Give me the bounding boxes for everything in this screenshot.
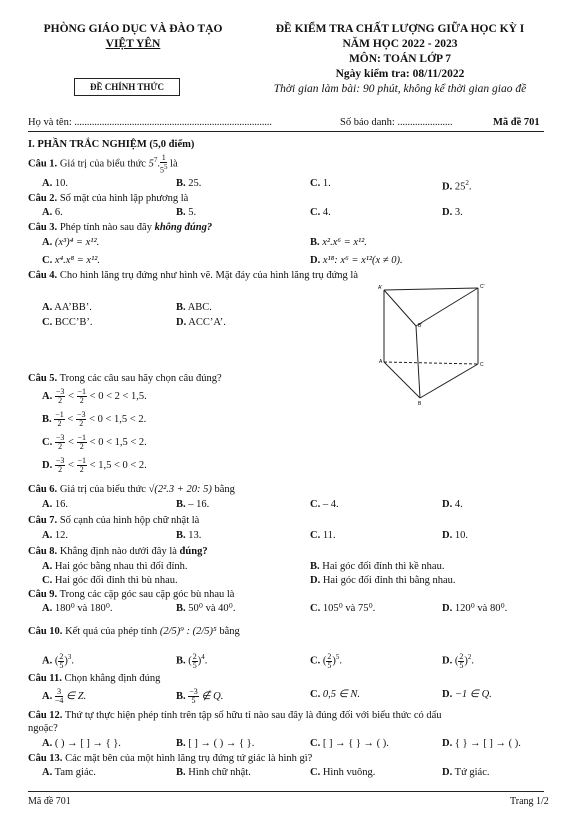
- q9-option-d[interactable]: D. 120⁰ và 80⁰.: [442, 603, 508, 614]
- q8-option-a[interactable]: A. Hai góc bằng nhau thì đối đỉnh.: [42, 561, 188, 572]
- q4-option-b[interactable]: B. ABC.: [176, 302, 212, 313]
- title-line2: NĂM HỌC 2022 - 2023: [342, 38, 458, 50]
- vertex-c-prime: C': [480, 284, 485, 290]
- q3-option-a[interactable]: A. (x³)⁴ = x¹².: [42, 237, 100, 248]
- q8-option-d[interactable]: D. Hai góc đối đỉnh thì bằng nhau.: [310, 575, 456, 586]
- q8-option-c[interactable]: C. Hai góc đối đỉnh thì bù nhau.: [42, 575, 178, 586]
- q4-option-a[interactable]: A. AA’BB’.: [42, 302, 92, 313]
- question-12-cont: ngoặc?: [28, 723, 58, 734]
- prism-figure: [378, 280, 488, 410]
- q11-option-c[interactable]: C. 0,5 ∈ N.: [310, 689, 360, 700]
- q5-option-c[interactable]: C. $\frac{-3}{2}$ < $\frac{-1}{2}$ < 0 < 1,5 < 2.: [42, 433, 147, 451]
- q6-option-d[interactable]: D. 4.: [442, 499, 463, 510]
- q13-option-b[interactable]: B. Hình chữ nhật.: [176, 767, 251, 778]
- q2-option-a[interactable]: A. 6.: [42, 207, 63, 218]
- q4-option-c[interactable]: C. BCC’B’.: [42, 317, 93, 328]
- exam-duration: Thời gian làm bài: 90 phút, không kể thời gian giao đề: [273, 83, 527, 95]
- question-5: Câu 5. Trong các câu sau hãy chọn câu đúng?: [28, 373, 222, 384]
- q3-option-b[interactable]: B. x².x⁶ = x¹².: [310, 237, 367, 248]
- question-9: Câu 9. Trong các cặp góc sau cặp góc bù nhau là: [28, 589, 235, 600]
- q6-option-a[interactable]: A. 16.: [42, 499, 68, 510]
- q7-option-d[interactable]: D. 10.: [442, 530, 468, 541]
- q2-option-d[interactable]: D. 3.: [442, 207, 463, 218]
- q1-option-d[interactable]: D. $25^2$.: [442, 179, 472, 193]
- question-7: Câu 7. Số cạnh của hình hộp chữ nhật là: [28, 515, 200, 526]
- q5-option-a[interactable]: A. $\frac{-3}{2}$ < $\frac{-1}{2}$ < 0 < 2 < 1,5.: [42, 387, 147, 405]
- vertex-b-prime: B': [418, 323, 423, 329]
- title-line3: MÔN: TOÁN LỚP 7: [348, 53, 452, 65]
- header-divider: [28, 131, 544, 132]
- question-1: Câu 1. Giá trị của biểu thức $5^7$. $\frac{1}{5^5}$ là: [28, 153, 178, 175]
- q5-option-d[interactable]: D. $\frac{-3}{2}$ < $\frac{-1}{2}$ < 1,5 < 0 < 2.: [42, 456, 147, 474]
- q9-option-a[interactable]: A. 180⁰ và 180⁰.: [42, 603, 113, 614]
- org-line1: PHÒNG GIÁO DỤC VÀ ĐÀO TẠO: [43, 23, 223, 35]
- q7-option-a[interactable]: A. 12.: [42, 530, 68, 541]
- q1-option-a[interactable]: A. 10.: [42, 178, 68, 189]
- vertex-a: A: [379, 359, 383, 365]
- question-10: Câu 10. Kết quả của phép tính (2/5)⁹ : (2/5)⁵ bằng: [28, 626, 240, 637]
- vertex-c: C: [480, 362, 484, 368]
- question-4: Câu 4. Cho hình lăng trụ đứng như hình vẽ. Mặt đáy của hình lăng trụ đứng là: [28, 270, 359, 281]
- name-dots: ...............................................................................: [74, 117, 272, 128]
- q6-option-b[interactable]: B. – 16.: [176, 499, 210, 510]
- question-13: Câu 13. Các mặt bên của một hình lăng trụ đứng tứ giác là hình gì?: [28, 753, 313, 764]
- q5-option-b[interactable]: B. $\frac{-1}{2}$ < $\frac{-3}{2}$ < 0 < 1,5 < 2.: [42, 410, 147, 428]
- school-header: [28, 22, 238, 52]
- q11-option-b[interactable]: B. $\frac{-3}{5}$ ∉ Q.: [176, 687, 224, 705]
- question-2: Câu 2. Số mặt của hình lập phương là: [28, 193, 189, 204]
- exam-title-block: [240, 22, 560, 97]
- q10-option-c[interactable]: C. ( $\frac{2}{5}$ )$^5$.: [310, 651, 342, 670]
- q2-option-c[interactable]: C. 4.: [310, 207, 331, 218]
- fraction: $\frac{1}{5^5}$: [159, 153, 168, 175]
- q1-option-c[interactable]: C. 1.: [310, 178, 331, 189]
- student-name-row: [28, 116, 272, 130]
- q4-option-d[interactable]: D. ACC’A’.: [176, 317, 226, 328]
- q7-option-b[interactable]: B. 13.: [176, 530, 202, 541]
- q11-option-d[interactable]: D. −1 ∈ Q.: [442, 689, 492, 700]
- q3-option-c[interactable]: C. x⁴.x⁸ = x¹².: [42, 255, 101, 266]
- question-11: Câu 11. Chọn khẳng định đúng: [28, 673, 161, 684]
- footer-page: Trang 1/2: [510, 796, 549, 807]
- q12-option-b[interactable]: B. [ ] → ( ) → { }.: [176, 738, 255, 749]
- vertex-b: B: [418, 401, 422, 407]
- q10-option-a[interactable]: A. ( $\frac{2}{5}$ )$^3$.: [42, 651, 74, 670]
- q6-option-c[interactable]: C. – 4.: [310, 499, 339, 510]
- vertex-a-prime: A': [378, 285, 383, 291]
- q9-option-b[interactable]: B. 50⁰ và 40⁰.: [176, 603, 236, 614]
- q10-option-b[interactable]: B. ( $\frac{2}{5}$ )$^4$.: [176, 651, 208, 670]
- official-badge: ĐỀ CHÍNH THỨC: [74, 78, 180, 96]
- q12-option-a[interactable]: A. ( ) → [ ] → { }.: [42, 738, 121, 749]
- footer-code: Mã đề 701: [28, 796, 71, 807]
- title-line1: ĐỀ KIỂM TRA CHẤT LƯỢNG GIỮA HỌC KỲ I: [275, 23, 525, 35]
- q13-option-d[interactable]: D. Tứ giác.: [442, 767, 490, 778]
- q7-option-c[interactable]: C. 11.: [310, 530, 336, 541]
- q13-option-c[interactable]: C. Hình vuông.: [310, 767, 376, 778]
- footer-divider: [28, 791, 544, 792]
- org-line2: VIỆT YÊN: [105, 38, 161, 50]
- name-label: Họ và tên:: [28, 117, 72, 128]
- id-dots: ......................: [397, 117, 453, 128]
- q1-option-b[interactable]: B. 25.: [176, 178, 202, 189]
- q9-option-c[interactable]: C. 105⁰ và 75⁰.: [310, 603, 376, 614]
- exam-date: Ngày kiểm tra: 08/11/2022: [335, 68, 465, 80]
- q11-option-a[interactable]: A. $\frac{3}{-4}$ ∈ Z.: [42, 687, 87, 705]
- id-label: Số báo danh:: [340, 117, 395, 128]
- q8-option-b[interactable]: B. Hai góc đối đỉnh thì kề nhau.: [310, 561, 445, 572]
- question-12: Câu 12. Thứ tự thực hiện phép tính trên tập số hữu tỉ nào sau đây là đúng đối với biểu thức có dấu: [28, 710, 442, 721]
- question-3: Câu 3. Phép tính nào sau đây không đúng?: [28, 222, 213, 233]
- question-8: Câu 8. Khẳng định nào dưới đây là đúng?: [28, 546, 208, 557]
- q12-option-d[interactable]: D. { } → [ ] → ( ).: [442, 738, 521, 749]
- q13-option-a[interactable]: A. Tam giác.: [42, 767, 96, 778]
- question-6: Câu 6. Giá trị của biểu thức √(2².3 + 20: 5) bằng: [28, 484, 235, 495]
- q10-option-d[interactable]: D. ( $\frac{2}{5}$ )$^2$.: [442, 651, 474, 670]
- q2-option-b[interactable]: B. 5.: [176, 207, 197, 218]
- exam-code: Mã đề 701: [493, 117, 540, 128]
- q12-option-c[interactable]: C. [ ] → { } → ( ).: [310, 738, 389, 749]
- q3-option-d[interactable]: D. x¹⁸: x⁶ = x¹²(x ≠ 0).: [310, 255, 403, 266]
- student-id-row: [340, 116, 452, 130]
- section-title: I. PHẦN TRẮC NGHIỆM (5,0 điểm): [28, 139, 195, 150]
